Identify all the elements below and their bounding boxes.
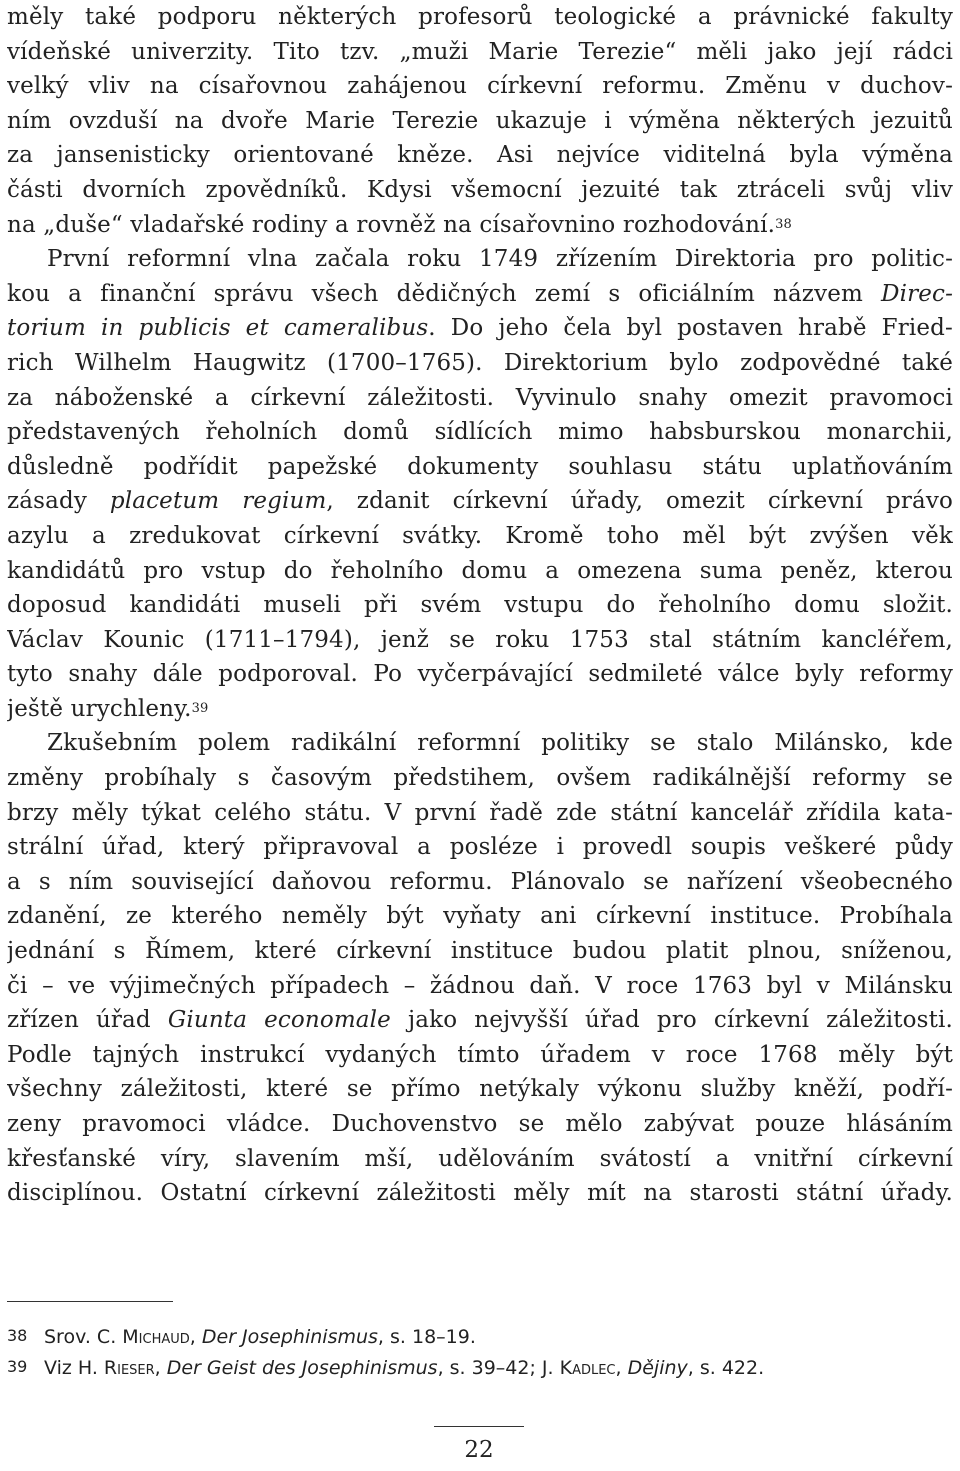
text-line xyxy=(7,450,953,485)
line-text: zřízen úřad xyxy=(7,1007,168,1034)
work-title: Der Geist des Josephinismus xyxy=(166,1357,438,1379)
text-line xyxy=(7,1038,953,1073)
footnote-text: , xyxy=(154,1357,167,1379)
line-text: měly také podporu některých profesorů teologické a právnické fakulty xyxy=(7,4,953,30)
line-text: Václav Kounic (1711–1794), jenž se roku 1753 stal státním kancléřem, xyxy=(7,626,953,653)
text-line xyxy=(7,519,953,554)
text-line xyxy=(7,242,953,277)
line-text: kandidátů pro vstup do řeholního domu a omezena suma peněz, kterou xyxy=(7,557,953,584)
line-text: části dvorních zpovědníků. Kdysi všemocní jezuité tak ztráceli svůj vliv xyxy=(7,176,953,203)
footnote xyxy=(7,1321,953,1352)
line-text: . Do jeho čela byl postaven hrabě Fried- xyxy=(428,315,953,342)
line-text: či – ve výjimečných případech – žádnou daň. V roce 1763 byl v Milánsku xyxy=(7,972,953,999)
line-text: azylu a zredukovat církevní svátky. Kromě toho měl být zvýšen věk xyxy=(7,522,953,549)
line-text: disciplínou. Ostatní církevní záležitosti měly mít na starosti státní úřady. xyxy=(7,1180,953,1207)
author-name: Rieser xyxy=(103,1357,155,1379)
text-line xyxy=(7,1142,953,1177)
text-line xyxy=(7,69,953,104)
line-text: rich Wilhelm Haugwitz (1700–1765). Direktorium bylo zodpovědné také xyxy=(7,349,953,376)
text-line xyxy=(7,381,953,416)
text-line xyxy=(7,415,953,450)
line-text: doposud kandidáti museli při svém vstupu do řeholního domu složit. xyxy=(7,592,953,619)
footnote-ref: 39 xyxy=(191,700,209,716)
line-text: křesťanské víry, slavením mší, udělováním svátostí a vnitřní církevní xyxy=(7,1145,953,1172)
text-line xyxy=(7,899,953,934)
italic-term: Giunta economale xyxy=(167,1007,391,1034)
text-line xyxy=(7,104,953,139)
text-line xyxy=(7,554,953,589)
text-line xyxy=(7,657,953,692)
text-line xyxy=(7,1107,953,1142)
line-text: všechny záležitosti, které se přímo netýkaly výkonu služby kněží, podří- xyxy=(7,1076,953,1103)
line-text: ním ovzduší na dvoře Marie Terezie ukazuje i výměna některých jezuitů xyxy=(7,107,953,134)
line-text: a s ním související daňovou reformu. Plánovalo se nařízení všeobecného xyxy=(7,868,953,895)
footnote-separator xyxy=(7,1301,173,1302)
line-text: kou a finanční správu všech dědičných zemí s oficiálním názvem xyxy=(7,280,882,307)
line-text: zdanění, ze kterého neměly být vyňaty ani církevní instituce. Probíhala xyxy=(7,903,953,930)
footnote-number: 38 xyxy=(7,1326,28,1345)
line-text: strální úřad, který připravoval a posléze i provedl soupis veškeré půdy xyxy=(7,834,953,861)
body-text xyxy=(7,0,953,1211)
text-line xyxy=(7,934,953,969)
line-text: představených řeholních domů sídlících mimo habsburskou monarchii, xyxy=(7,419,953,446)
author-name: Michaud xyxy=(122,1326,190,1348)
text-line xyxy=(7,208,953,243)
italic-term: placetum regium xyxy=(109,488,327,515)
footnote-text: , s. 39–42; J. xyxy=(437,1357,560,1379)
line-text: velký vliv na císařovnou zahájenou církevní reformu. Změnu v duchov- xyxy=(7,73,953,100)
text-line xyxy=(7,1176,953,1211)
text-line xyxy=(7,830,953,865)
line-text: Podle tajných instrukcí vydaných tímto úřadem v roce 1768 měly být xyxy=(7,1041,953,1068)
footnote-text: , xyxy=(189,1326,202,1348)
text-line xyxy=(7,865,953,900)
footnote xyxy=(7,1352,953,1383)
text-line xyxy=(7,1003,953,1038)
text-line xyxy=(7,484,953,519)
line-text: ještě urychleny. xyxy=(7,695,192,722)
text-line xyxy=(7,1072,953,1107)
line-text: jako nejvyšší úřad pro církevní záležitosti. xyxy=(390,1007,953,1034)
footnotes xyxy=(7,1321,953,1383)
page-number-rule xyxy=(434,1426,524,1427)
line-text: vídeňské univerzity. Tito tzv. „muži Marie Terezie“ měli jako její rádci xyxy=(7,38,953,65)
line-text: zeny pravomoci vládce. Duchovenstvo se mělo zabývat pouze hlásáním xyxy=(7,1111,953,1137)
line-text: Zkušebním polem radikální reformní politiky se stalo Milánsko, kde xyxy=(47,730,953,757)
line-text: na „duše“ vladařské rodiny a rovněž na císařovnino rozhodování. xyxy=(7,211,776,238)
italic-term: Direc- xyxy=(881,280,953,307)
line-text: jednání s Římem, které církevní instituce budou platit plnou, sníženou, xyxy=(7,938,953,965)
work-title: Der Josephinismus xyxy=(201,1326,378,1348)
line-text: tyto snahy dále podporoval. Po vyčerpávající sedmileté válce byly reformy xyxy=(7,661,953,688)
line-text: První reformní vlna začala roku 1749 zřízením Direktoria pro politic- xyxy=(47,246,953,273)
page-number: 22 xyxy=(464,1437,494,1463)
text-line xyxy=(7,588,953,623)
text-line xyxy=(7,0,953,35)
line-text: brzy měly týkat celého státu. V první řadě zde státní kancelář zřídila kata- xyxy=(7,799,953,826)
footnote-text: Viz H. xyxy=(44,1357,104,1379)
footnote-text: , s. 18–19. xyxy=(377,1326,476,1348)
footnote-text: Srov. C. xyxy=(44,1326,123,1348)
text-line xyxy=(7,761,953,796)
text-line xyxy=(7,346,953,381)
text-line xyxy=(7,726,953,761)
text-line xyxy=(7,692,953,727)
text-line xyxy=(7,138,953,173)
text-line xyxy=(7,277,953,312)
line-text: za náboženské a církevní záležitosti. Vyvinulo snahy omezit pravomoci xyxy=(7,384,953,411)
line-text: , zdanit církevní úřady, omezit církevní právo xyxy=(326,488,953,515)
footnote-ref: 38 xyxy=(775,216,792,232)
text-line xyxy=(7,173,953,208)
footnote-text: , xyxy=(615,1357,628,1379)
author-name: Kadlec xyxy=(559,1357,616,1379)
text-line xyxy=(7,796,953,831)
text-line xyxy=(7,311,953,346)
footnote-text: , s. 422. xyxy=(687,1357,765,1379)
work-title: Dějiny xyxy=(627,1357,688,1379)
line-text: za jansenisticky orientované kněze. Asi nejvíce viditelná byla výměna xyxy=(7,142,953,169)
italic-term: torium in publicis et cameralibus xyxy=(7,315,429,342)
footnote-number: 39 xyxy=(7,1357,28,1376)
line-text: důsledně podřídit papežské dokumenty souhlasu státu uplatňováním xyxy=(7,453,953,480)
line-text: zásady xyxy=(7,488,110,515)
text-line xyxy=(7,35,953,70)
text-line xyxy=(7,623,953,658)
line-text: změny probíhaly s časovým předstihem, ovšem radikálnější reformy se xyxy=(7,765,953,792)
text-line xyxy=(7,969,953,1004)
